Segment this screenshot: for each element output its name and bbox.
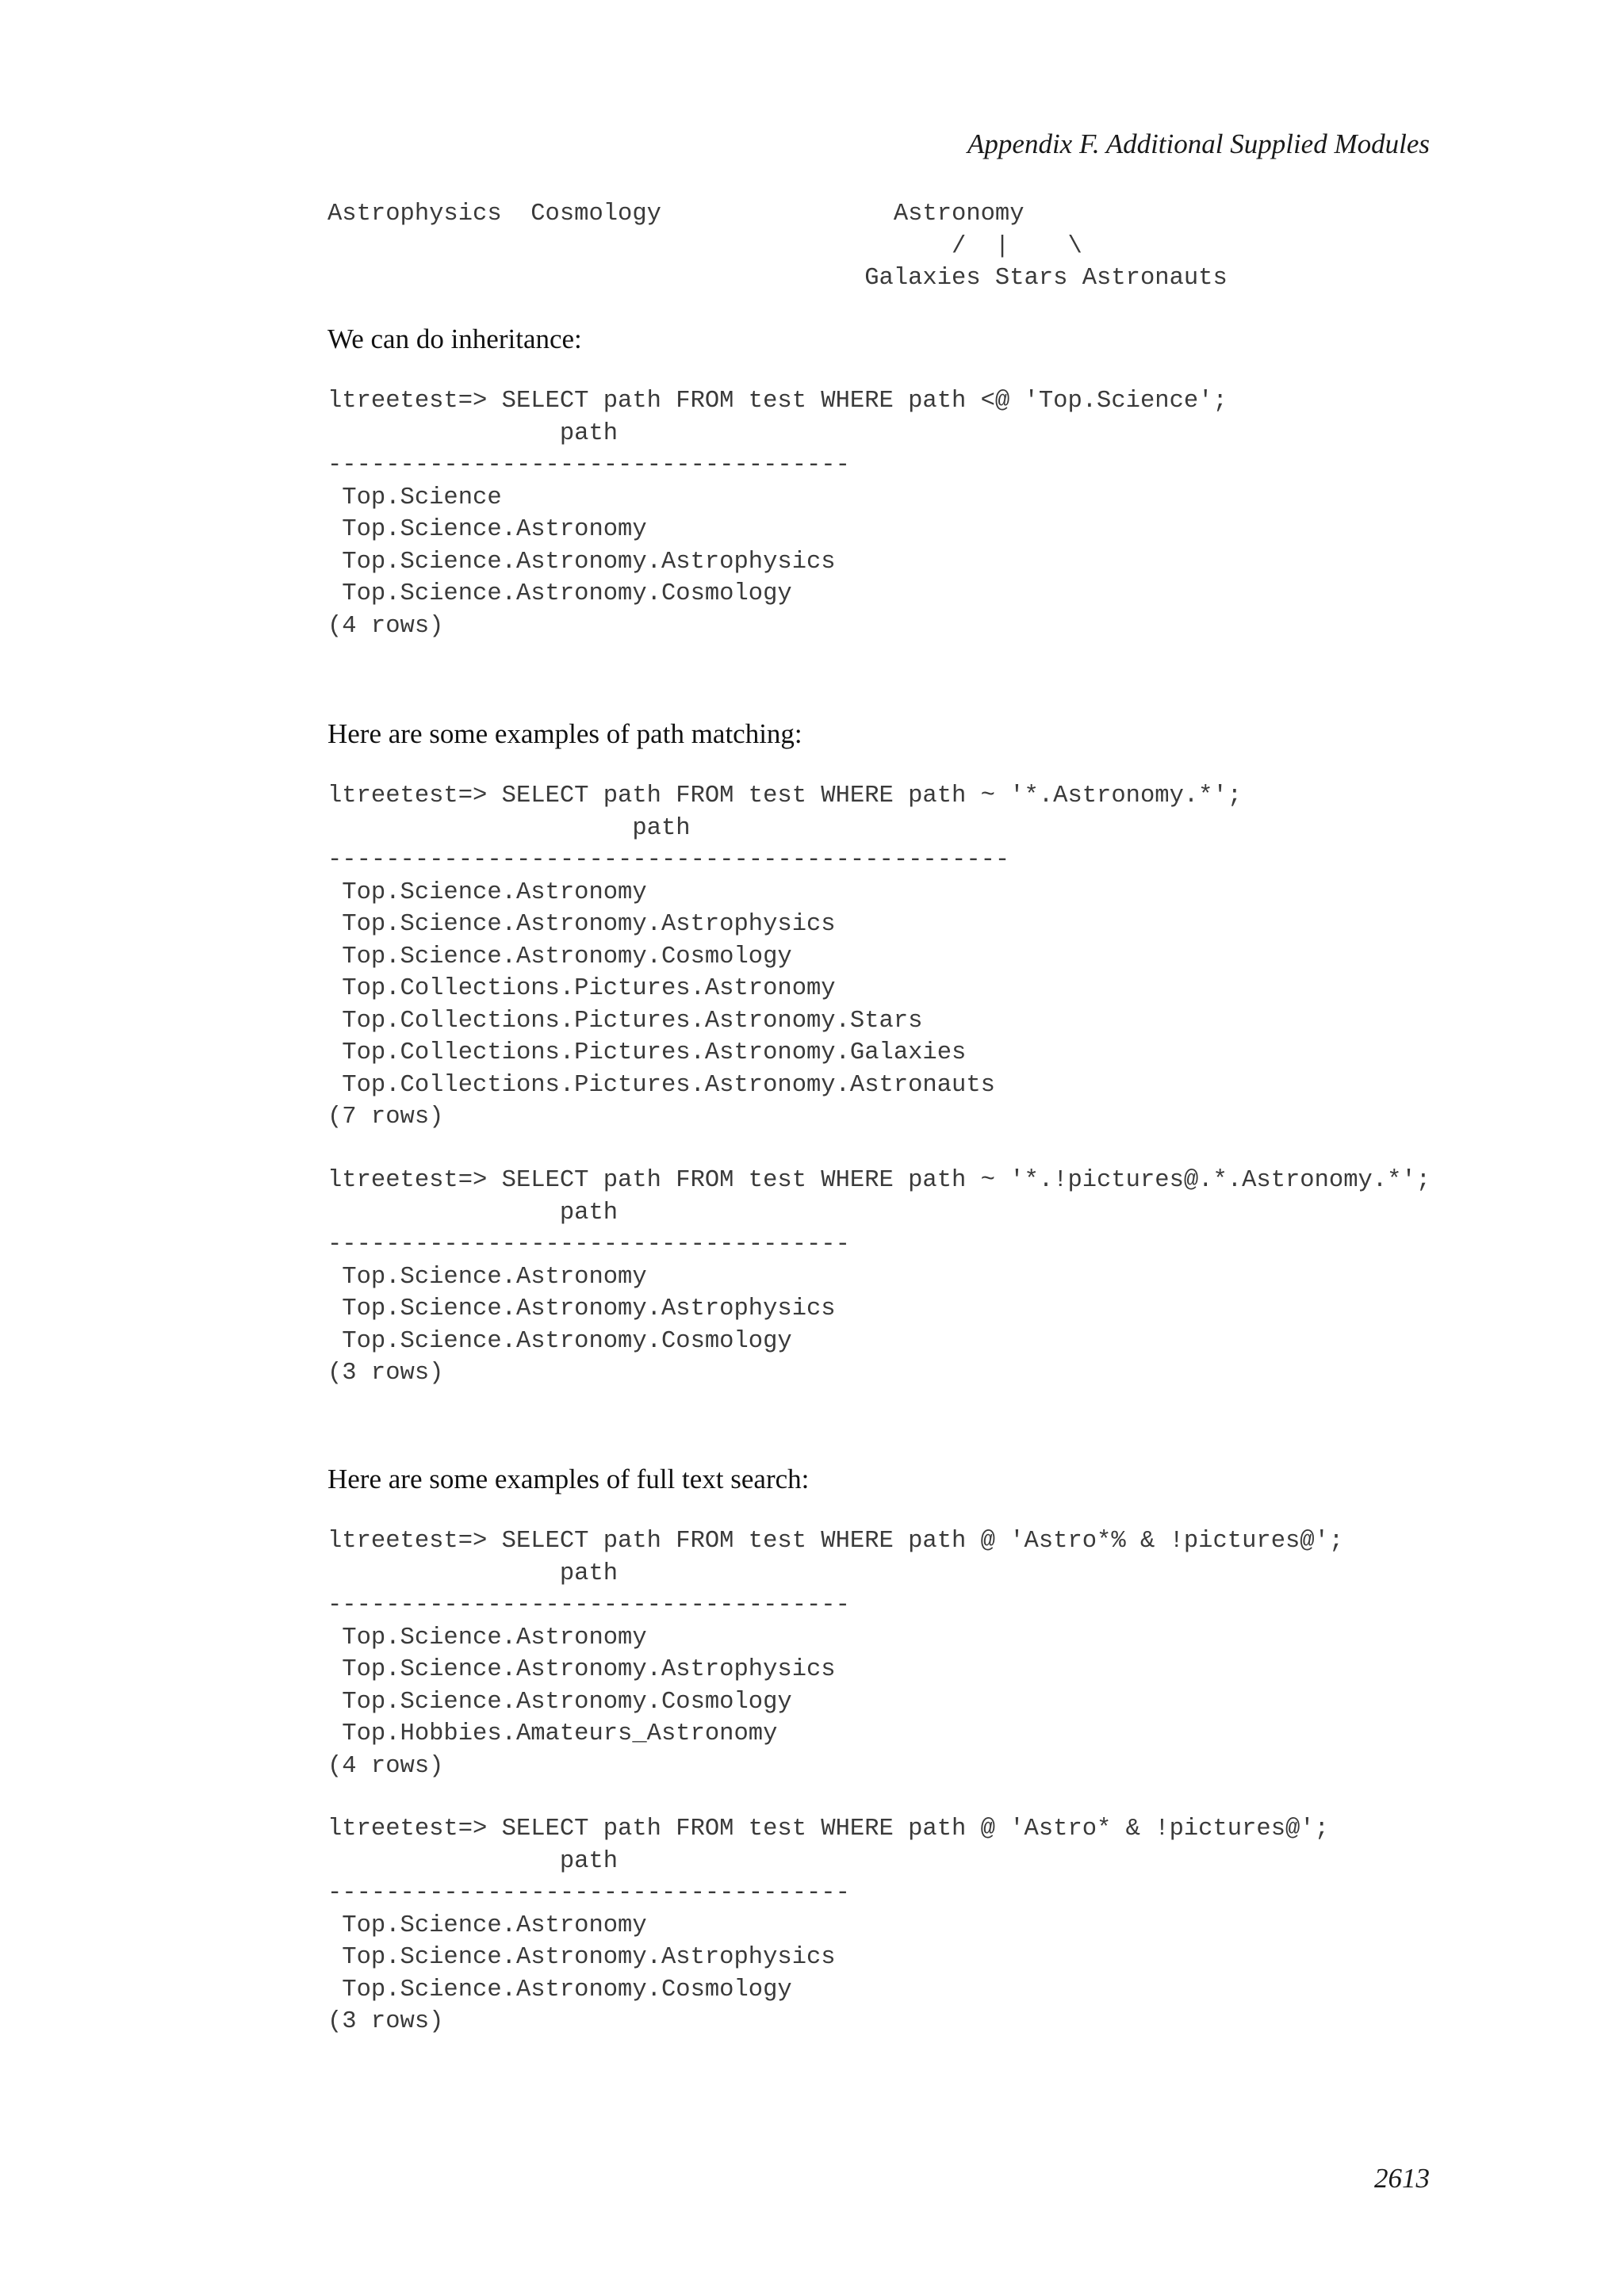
inheritance-query-example: ltreetest=> SELECT path FROM test WHERE path <@ 'Top.Science'; path ------------------------------------ Top.Science Top.Science.Astronomy Top.Science.Astronomy.Astrophysics Top.Science.Astronomy.Cosmology (4 rows) [327,388,1228,640]
path-matching-example-2: ltreetest=> SELECT path FROM test WHERE path ~ '*.!pictures@.*.Astronomy.*'; path ------------------------------------ Top.Science.Astronomy Top.Science.Astronomy.Astrophysics Top.Science.Astronomy.Cosmology (3 rows) [327,1167,1431,1387]
full-text-search-intro: Here are some examples of full text search: [327,1464,810,1494]
path-matching-intro: Here are some examples of path matching: [327,718,802,749]
page-number: 2613 [1374,2163,1430,2194]
full-text-search-example-2: ltreetest=> SELECT path FROM test WHERE path @ 'Astro* & !pictures@'; path ------------------------------------ Top.Science.Astronomy Top.Science.Astronomy.Astrophysics Top.Science.Astronomy.Cosmology (3 rows) [327,1816,1329,2035]
path-matching-example-1: ltreetest=> SELECT path FROM test WHERE path ~ '*.Astronomy.*'; path ----------------------------------------------- Top.Science.Astronomy Top.Science.Astronomy.Astrophysics Top.Science.Astronomy.Cosmology Top.Collections.Pictures.Astronomy Top.Collections.Pictures.Astronomy.Stars Top.Collections.Pictures.Astronomy.Galaxies Top.Collections.Pictures.Astronomy.Astronauts (7 rows) [327,783,1243,1131]
tree-diagram-fragment: Astrophysics Cosmology Astronomy / | \ Galaxies Stars Astronauts [327,201,1228,292]
inheritance-intro: We can do inheritance: [327,323,582,354]
full-text-search-example-1: ltreetest=> SELECT path FROM test WHERE path @ 'Astro*% & !pictures@'; path ------------------------------------ Top.Science.Astronomy Top.Science.Astronomy.Astrophysics Top.Science.Astronomy.Cosmology Top.Hobbies.Amateurs_Astronomy (4 rows) [327,1528,1344,1780]
running-header: Appendix F. Additional Supplied Modules [967,128,1430,159]
